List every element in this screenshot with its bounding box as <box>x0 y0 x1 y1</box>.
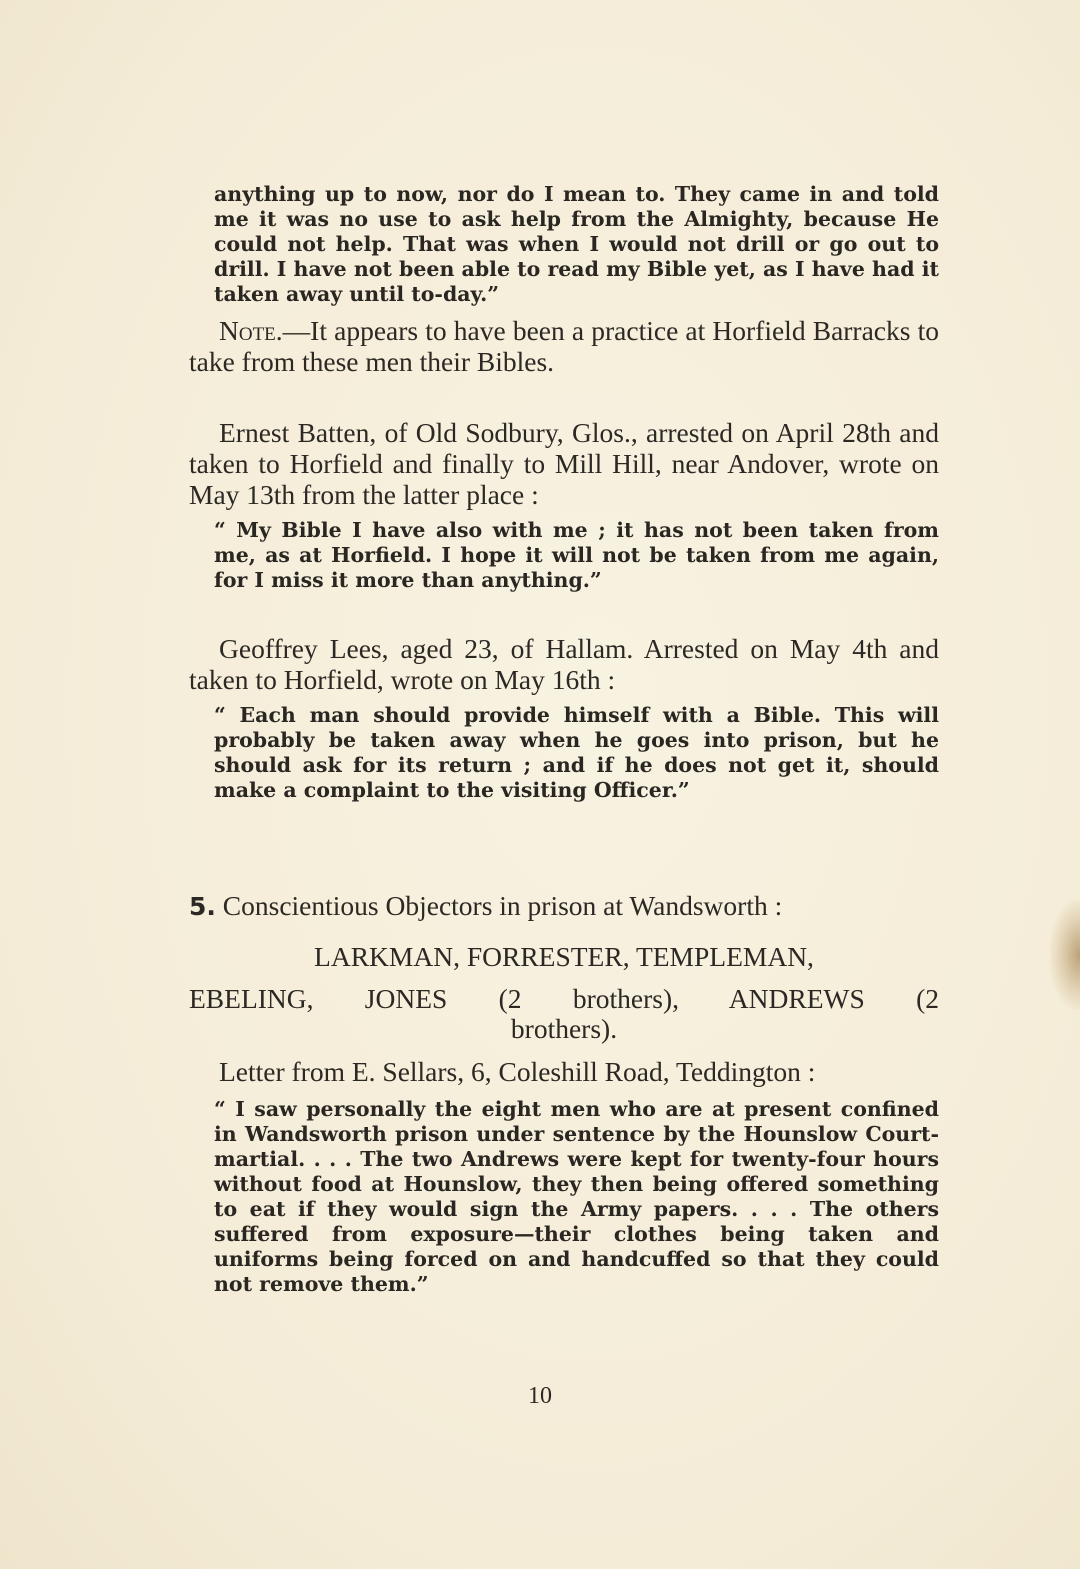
letter-quote: “ I saw personally the eight men who are at present confined in Wandsworth prison under sentence by the Hounslow Court-martial. . . . The two Andrews were kept for twenty-four hours without food at Hounslow, they then being offered something to eat if they would sign the Army papers. . . . The others suffered from exposure—their clothes being taken and uniforms being forced on and handcuffed so that they could not remove them.” <box>214 1097 939 1296</box>
names-line-3: brothers). <box>510 1013 618 1044</box>
batten-intro <box>189 417 939 510</box>
lees-intro <box>189 633 939 695</box>
lees-quote: “ Each man should provide himself with a Bible. This will probably be taken away when he goes into prison, but he should ask for its return ; and if he does not get it, should make a complaint to the visiting Officer.” <box>214 703 939 802</box>
note-label: Note. <box>219 315 283 346</box>
page-content <box>189 182 939 1297</box>
lees-intro-text: Geoffrey Lees, aged 23, of Hallam. Arrested on May 4th and taken to Horfield, wrote on May 16th : <box>189 633 939 695</box>
section-heading-text: Conscientious Objectors in prison at Wandsworth : <box>222 890 783 921</box>
section-5-heading <box>189 890 939 922</box>
page-number: 10 <box>528 1383 552 1409</box>
paper-stain <box>1050 900 1080 1010</box>
letter-intro <box>189 1056 939 1087</box>
names-line-1: LARKMAN, FORRESTER, TEMPLEMAN, <box>314 941 814 972</box>
batten-intro-text: Ernest Batten, of Old Sodbury, Glos., arrested on April 28th and taken to Horfield and finally to Mill Hill, near Andover, wrote on May 13th from the latter place : <box>189 417 939 510</box>
batten-quote: “ My Bible I have also with me ; it has not been taken from me, as at Horfield. I hope it will not be taken from me again, for I miss it more than anything.” <box>214 518 939 592</box>
note-text: —It appears to have been a practice at Horfield Barracks to take from these men their Bibles. <box>189 315 939 377</box>
note-paragraph <box>189 315 939 377</box>
letter-intro-text: Letter from E. Sellars, 6, Coleshill Road, Teddington : <box>219 1056 816 1087</box>
section-number: 5. <box>189 892 216 921</box>
top-quote: anything up to now, nor do I mean to. They came in and told me it was no use to ask help from the Almighty, because He could not help. That was when I would not drill or go out to drill. I have not been able to read my Bible yet, as I have had it taken away until to-day.” <box>214 182 939 306</box>
names-line-2: EBELING, JONES (2 brothers), ANDREWS (2 <box>189 983 939 1014</box>
